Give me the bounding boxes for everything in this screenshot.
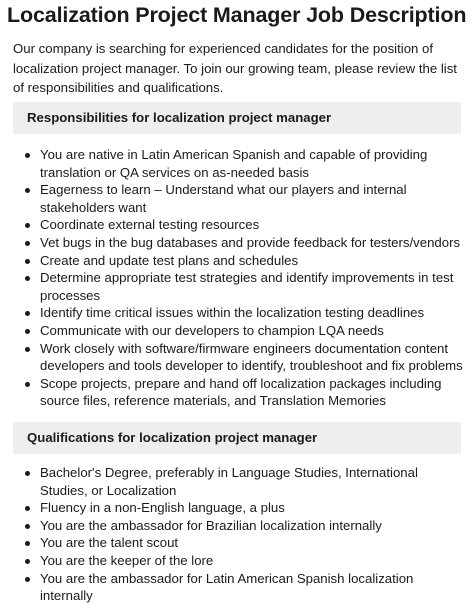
list-item: Work closely with software/firmware engineers documentation content developers and tools developer to identify, troubleshoot and fix problems <box>0 340 474 375</box>
list-item: You are the ambassador for Brazilian localization internally <box>0 517 474 535</box>
responsibilities-list <box>0 146 474 410</box>
qualifications-list <box>0 464 474 605</box>
list-item: Eagerness to learn – Understand what our players and internal stakeholders want <box>0 181 474 216</box>
list-item: Create and update test plans and schedules <box>0 252 474 270</box>
list-item: Vet bugs in the bug databases and provide feedback for testers/vendors <box>0 234 474 252</box>
list-item: You are the keeper of the lore <box>0 552 474 570</box>
list-item: Communicate with our developers to champion LQA needs <box>0 322 474 340</box>
qualifications-heading: Qualifications for localization project manager <box>13 422 461 454</box>
list-item: You are the talent scout <box>0 534 474 552</box>
list-item: You are native in Latin American Spanish and capable of providing translation or QA services on as-needed basis <box>0 146 474 181</box>
list-item: Scope projects, prepare and hand off localization packages including source files, reference materials, and Translation Memories <box>0 375 474 410</box>
list-item: You are the ambassador for Latin American Spanish localization internally <box>0 570 474 605</box>
responsibilities-heading: Responsibilities for localization project manager <box>13 102 461 134</box>
list-item: Fluency in a non-English language, a plus <box>0 499 474 517</box>
list-item: Bachelor's Degree, preferably in Language Studies, International Studies, or Localization <box>0 464 474 499</box>
list-item: Determine appropriate test strategies and identify improvements in test processes <box>0 269 474 304</box>
page-title: Localization Project Manager Job Description <box>7 3 467 27</box>
intro-paragraph: Our company is searching for experienced candidates for the position of localization project manager. To join our growing team, please review the list of responsibilities and qualifications. <box>13 41 457 95</box>
list-item: Coordinate external testing resources <box>0 216 474 234</box>
list-item: Identify time critical issues within the localization testing deadlines <box>0 304 474 322</box>
